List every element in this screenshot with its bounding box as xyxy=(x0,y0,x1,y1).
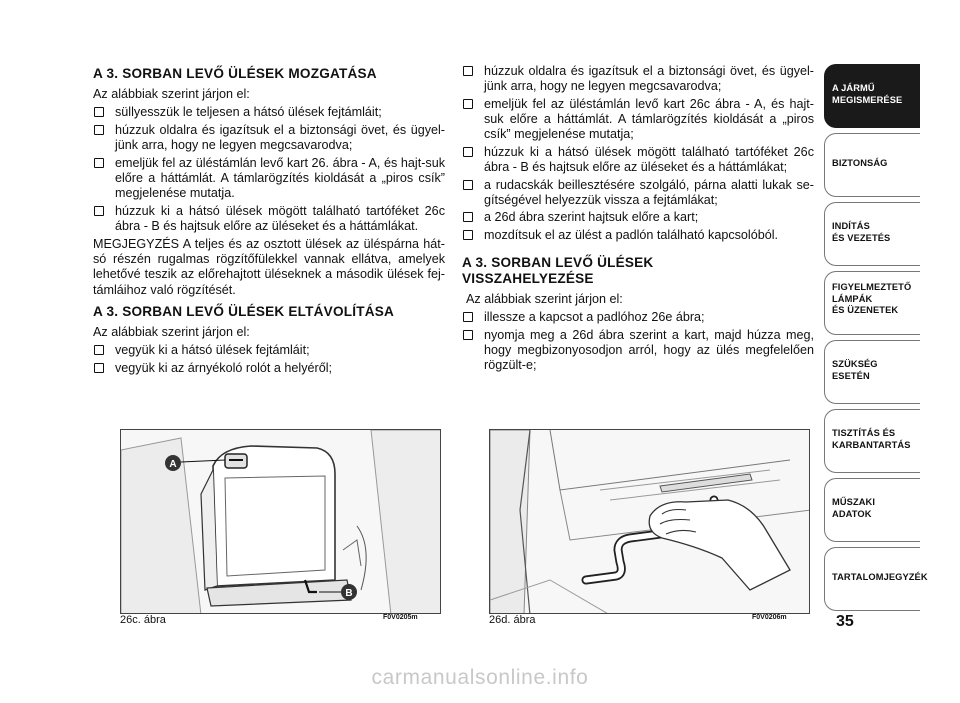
note-paragraph: MEGJEGYZÉS A teljes és az osztott ülések az üléspárna hát-só részén rugalmas rögzítőfülekkel vannak ellátva, amelyek lehetővé teszik az előrehajtott üléseknek a második ülések fej-támláihoz való rögzítését. xyxy=(93,237,445,297)
list-item: emeljük fel az üléstámlán levő kart 26. ábra - A, és hajt-suk előre a háttámlát. A támlarögzítés kioldását a „piros csík” megjelenése mutatja. xyxy=(93,156,445,202)
list-item: húzzuk ki a hátsó ülések mögött található tartóféket 26c ábra - B és hajtsuk előre az üléseket és a háttámlákat. xyxy=(93,204,445,234)
checkbox-bullet-icon xyxy=(94,125,104,135)
checkbox-bullet-icon xyxy=(463,99,473,109)
seat-drawing-icon xyxy=(121,430,441,614)
steps-list-removal xyxy=(93,343,445,376)
callout-label-b: B xyxy=(345,588,353,599)
figure-26c-seat-illustration xyxy=(120,429,441,614)
left-column xyxy=(93,64,445,378)
list-item: nyomja meg a 26d ábra szerint a kart, majd húzza meg, hogy megbizonyosodjon arról, hogy az ülés megfelelően rögzült-e; xyxy=(462,328,814,374)
watermark: carmanualsonline.info xyxy=(371,666,589,689)
list-item: süllyesszük le teljesen a hátsó ülések fejtámláit; xyxy=(93,105,445,120)
tab-warning-lights[interactable]: FIGYELMEZTETŐ LÁMPÁK ÉS ÜZENETEK xyxy=(824,271,920,335)
figure-code: F0V0206m xyxy=(752,614,787,621)
checkbox-bullet-icon xyxy=(94,206,104,216)
section-heading-removal: A 3. SORBAN LEVŐ ÜLÉSEK ELTÁVOLÍTÁSA xyxy=(93,303,394,319)
section-heading-moving: A 3. SORBAN LEVŐ ÜLÉSEK MOZGATÁSA xyxy=(93,66,377,81)
right-column xyxy=(462,64,814,376)
figure-caption: 26c. ábra xyxy=(120,614,166,626)
checkbox-bullet-icon xyxy=(463,330,473,340)
lever-drawing-icon xyxy=(490,430,810,614)
intro-text: Az alábbiak szerint járjon el: xyxy=(93,324,250,339)
callout-label-a: A xyxy=(169,459,177,470)
checkbox-bullet-icon xyxy=(463,180,473,190)
checkbox-bullet-icon xyxy=(94,363,104,373)
tab-index[interactable]: TARTALOMJEGYZÉK xyxy=(824,547,920,611)
tab-maintenance[interactable]: TISZTÍTÁS ÉS KARBANTARTÁS xyxy=(824,409,920,473)
figure-caption: 26d. ábra xyxy=(489,614,536,626)
list-item: a rudacskák beillesztésére szolgáló, párna alatti lukak se-gítségével helyezzük vissza a fejtámlákat; xyxy=(462,178,814,208)
intro-text: Az alábbiak szerint járjon el: xyxy=(466,292,623,307)
list-item: húzzuk ki a hátsó ülések mögött található tartóféket 26c ábra - B és hajtsuk előre az üléseket és a háttámlákat; xyxy=(462,145,814,175)
page-number: 35 xyxy=(836,613,854,630)
tab-vehicle-overview[interactable]: A JÁRMŰ MEGISMERÉSE xyxy=(824,64,920,128)
tab-emergency[interactable]: SZÜKSÉG ESETÉN xyxy=(824,340,920,404)
steps-list-reinstall xyxy=(462,310,814,373)
tab-technical-data[interactable]: MŰSZAKI ADATOK xyxy=(824,478,920,542)
checkbox-bullet-icon xyxy=(94,345,104,355)
list-item: húzzuk oldalra és igazítsuk el a biztonsági övet, és ügyel-jünk arra, hogy ne legyen megcsavarodva; xyxy=(93,123,445,153)
steps-list-moving xyxy=(93,105,445,234)
steps-list-removal-continued xyxy=(462,64,814,243)
list-item: a 26d ábra szerint hajtsuk előre a kart; xyxy=(462,210,814,225)
checkbox-bullet-icon xyxy=(463,312,473,322)
chapter-tabs xyxy=(824,64,928,616)
checkbox-bullet-icon xyxy=(463,66,473,76)
section-heading-reinstall: A 3. SORBAN LEVŐ ÜLÉSEK VISSZAHELYEZÉSE xyxy=(462,255,654,287)
figure-code: F0V0205m xyxy=(383,614,418,621)
tab-starting-driving[interactable]: INDÍTÁS ÉS VEZETÉS xyxy=(824,202,920,266)
list-item: vegyük ki az árnyékoló rolót a helyéről; xyxy=(93,361,445,376)
list-item: húzzuk oldalra és igazítsuk el a biztonsági övet, és ügyel-jünk arra, hogy ne legyen megcsavarodva; xyxy=(462,64,814,94)
intro-text: Az alábbiak szerint járjon el: xyxy=(93,87,250,101)
list-item: mozdítsuk el az ülést a padlón található kapcsolóból. xyxy=(462,228,814,243)
checkbox-bullet-icon xyxy=(463,212,473,222)
checkbox-bullet-icon xyxy=(463,230,473,240)
list-item: vegyük ki a hátsó ülések fejtámláit; xyxy=(93,343,445,358)
checkbox-bullet-icon xyxy=(94,158,104,168)
checkbox-bullet-icon xyxy=(94,107,104,117)
tab-safety[interactable]: BIZTONSÁG xyxy=(824,133,920,197)
checkbox-bullet-icon xyxy=(463,147,473,157)
figure-26d-lever-illustration xyxy=(489,429,810,614)
list-item: emeljük fel az üléstámlán levő kart 26c ábra - A, és hajt-suk előre a háttámlát. A támlarögzítés kioldását a „piros csík” megjelenése mutatja; xyxy=(462,97,814,143)
list-item: illessze a kapcsot a padlóhoz 26e ábra; xyxy=(462,310,814,325)
